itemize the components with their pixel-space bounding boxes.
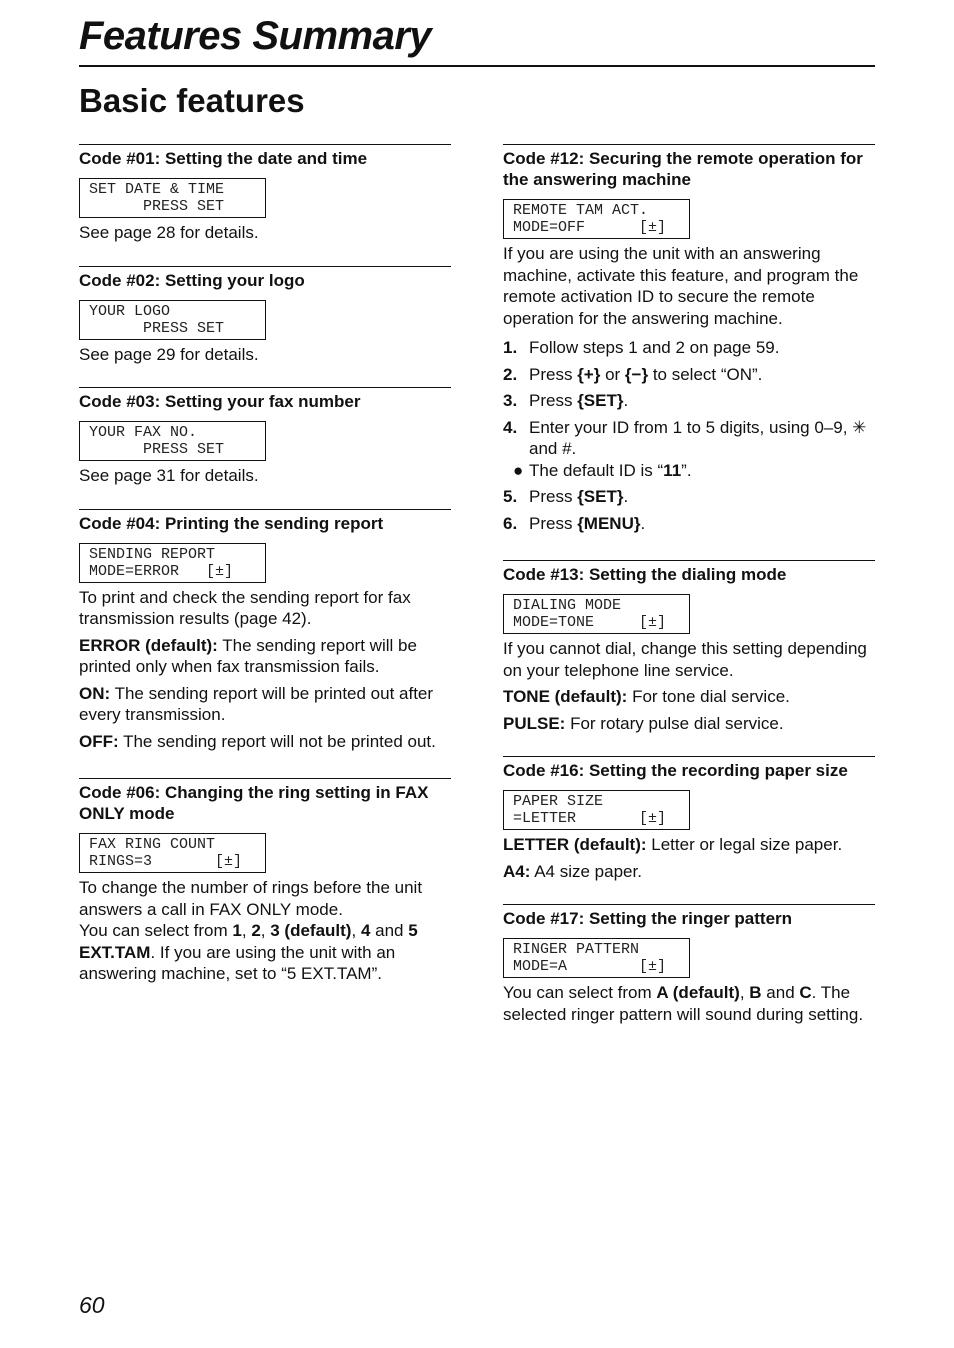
option-value: A (default)	[656, 983, 740, 1002]
lcd-display	[503, 790, 690, 830]
lcd-line: FAX RING COUNT	[89, 836, 216, 853]
feature-code-12	[503, 144, 875, 534]
option-text: The sending report will be printed only when fax transmission fails.	[79, 635, 417, 676]
option-on	[79, 683, 451, 726]
lcd-display	[79, 833, 266, 873]
note-text: The default ID is “	[529, 460, 664, 480]
step-number: 6.	[503, 513, 518, 533]
lcd-line: MODE=TONE [±]	[513, 614, 667, 631]
lcd-display	[79, 300, 266, 340]
feature-code-01	[79, 144, 451, 244]
lcd-line: SET DATE & TIME	[89, 181, 225, 198]
text-run: ,	[739, 983, 750, 1002]
option-text: A4 size paper.	[530, 861, 642, 881]
text-run: You can select from	[79, 921, 233, 940]
option-label: PULSE:	[503, 713, 566, 733]
option-off	[79, 731, 451, 753]
step-text: .	[623, 391, 629, 410]
option-pulse	[503, 713, 875, 735]
lcd-display	[503, 938, 690, 978]
lcd-line: PRESS SET	[89, 319, 225, 337]
step-item	[503, 417, 875, 460]
option-letter	[503, 834, 875, 856]
step-number: 3.	[503, 391, 518, 410]
lcd-line: RINGS=3 [±]	[89, 853, 243, 870]
option-text: The sending report will not be printed out.	[118, 731, 436, 751]
lcd-line: MODE=OFF [±]	[513, 219, 667, 236]
feature-code-13	[503, 560, 875, 734]
step-text: .	[623, 487, 629, 506]
lcd-line: SENDING REPORT	[89, 545, 216, 563]
step-number: 1.	[503, 338, 518, 357]
feature-description: If you are using the unit with an answering machine, activate this feature, and program the remote activation ID to secure the remote operation for the answering machine.	[503, 244, 859, 328]
feature-title: Code #04: Printing the sending report	[79, 513, 384, 533]
step-text: Enter your ID from 1 to 5 digits, using 0–9, ✳ and #.	[529, 417, 867, 458]
feature-title: Code #17: Setting the ringer pattern	[503, 909, 793, 928]
option-value: 4	[360, 921, 371, 940]
text-run: ,	[241, 921, 252, 940]
option-label: TONE (default):	[503, 687, 628, 706]
feature-description: To change the number of rings before the unit answers a call in FAX ONLY mode.	[79, 878, 423, 919]
step-text: to select “ON”.	[648, 364, 763, 384]
option-value: 2	[251, 921, 261, 940]
text-run: . The selected ringer pattern will sound during setting.	[503, 983, 864, 1024]
feature-code-16	[503, 756, 875, 882]
option-label: A4:	[503, 861, 531, 881]
right-column	[503, 144, 875, 1030]
step-text: Press	[529, 364, 578, 384]
text-run: ,	[260, 921, 271, 940]
page-title: Features Summary	[79, 14, 432, 58]
feature-title: Code #02: Setting your logo	[79, 270, 305, 290]
default-id-note	[503, 460, 875, 482]
set-key: {SET}	[577, 391, 624, 410]
lcd-line: REMOTE TAM ACT.	[513, 202, 649, 219]
text-run: and	[761, 983, 800, 1002]
step-text: Follow steps 1 and 2 on page 59.	[529, 338, 780, 357]
lcd-line: =LETTER [±]	[513, 810, 667, 827]
text-run: You can select from	[503, 983, 657, 1002]
note-text: ”.	[681, 460, 692, 480]
text-run: and	[370, 921, 409, 940]
feature-code-06	[79, 778, 451, 985]
ringer-pattern-options	[503, 982, 875, 1025]
lcd-line: PRESS SET	[89, 198, 225, 215]
step-text: Press	[529, 487, 578, 506]
feature-title: Code #06: Changing the ring setting in FAX ONLY mode	[79, 783, 429, 823]
lcd-line: RINGER PATTERN	[513, 941, 640, 958]
option-value: 1	[232, 921, 242, 940]
option-a4	[503, 861, 875, 883]
see-page-note: See page 28 for details.	[79, 223, 259, 242]
lcd-display	[79, 178, 266, 218]
feature-description: To print and check the sending report for fax transmission results (page 42).	[79, 587, 411, 628]
see-page-note: See page 31 for details.	[79, 466, 259, 485]
lcd-display	[79, 421, 266, 461]
lcd-line: YOUR LOGO	[89, 302, 171, 320]
lcd-line: YOUR FAX NO.	[89, 424, 198, 441]
steps-list	[503, 337, 875, 460]
see-page-note: See page 29 for details.	[79, 344, 259, 364]
step-item	[503, 486, 875, 508]
ring-count-options	[79, 920, 451, 985]
option-text: For rotary pulse dial service.	[565, 713, 784, 733]
step-text: Press	[529, 391, 578, 410]
text-run: . If you are using the unit with an answering machine, set to “5 EXT.TAM”.	[79, 942, 396, 983]
left-column	[79, 144, 451, 990]
default-id-value: 11	[663, 460, 682, 480]
option-value: B	[749, 983, 762, 1002]
step-item	[503, 390, 875, 412]
feature-code-04	[79, 509, 451, 753]
bullet-icon: ●	[513, 460, 524, 480]
feature-code-02	[79, 266, 451, 366]
step-text: .	[640, 513, 646, 533]
feature-title: Code #01: Setting the date and time	[79, 149, 368, 168]
lcd-line: PRESS SET	[89, 441, 225, 458]
title-rule	[79, 65, 875, 67]
step-text: Press	[529, 513, 578, 533]
plus-key: {+}	[577, 364, 601, 384]
feature-code-03	[79, 387, 451, 487]
feature-description: If you cannot dial, change this setting depending on your telephone line service.	[503, 639, 867, 680]
step-number: 2.	[503, 364, 518, 384]
feature-title: Code #16: Setting the recording paper size	[503, 761, 848, 780]
lcd-display	[503, 594, 690, 634]
option-value: 3 (default)	[270, 921, 352, 940]
set-key: {SET}	[577, 487, 624, 506]
lcd-display	[79, 543, 266, 583]
lcd-line: MODE=ERROR [±]	[89, 562, 234, 580]
lcd-line: DIALING MODE	[513, 597, 622, 614]
option-label: OFF:	[79, 731, 119, 751]
feature-code-17	[503, 904, 875, 1025]
step-text: or	[600, 364, 625, 384]
option-tone	[503, 686, 875, 708]
feature-title: Code #12: Securing the remote operation for the answering machine	[503, 149, 863, 189]
option-value: 5 EXT.TAM	[79, 921, 418, 962]
step-item	[503, 364, 875, 386]
menu-key: {MENU}	[577, 513, 641, 533]
option-label: LETTER (default):	[503, 835, 647, 854]
lcd-line: PAPER SIZE	[513, 793, 604, 810]
feature-title: Code #13: Setting the dialing mode	[503, 565, 787, 584]
option-label: ON:	[79, 683, 111, 703]
page-number: 60	[79, 1292, 105, 1318]
option-label: ERROR (default):	[79, 635, 218, 655]
step-item	[503, 513, 875, 535]
option-error	[79, 635, 451, 678]
option-value: C	[799, 983, 812, 1002]
lcd-display	[503, 199, 690, 239]
option-text: Letter or legal size paper.	[646, 835, 843, 854]
step-item	[503, 337, 875, 359]
step-number: 4.	[503, 417, 518, 437]
lcd-line: MODE=A [±]	[513, 958, 667, 975]
feature-title: Code #03: Setting your fax number	[79, 392, 361, 411]
option-text: The sending report will be printed out after every transmission.	[79, 683, 434, 724]
step-number: 5.	[503, 487, 518, 506]
section-title: Basic features	[79, 82, 305, 119]
steps-list	[503, 486, 875, 534]
option-text: For tone dial service.	[627, 687, 790, 706]
minus-key: {−}	[624, 364, 649, 384]
text-run: ,	[351, 921, 361, 940]
